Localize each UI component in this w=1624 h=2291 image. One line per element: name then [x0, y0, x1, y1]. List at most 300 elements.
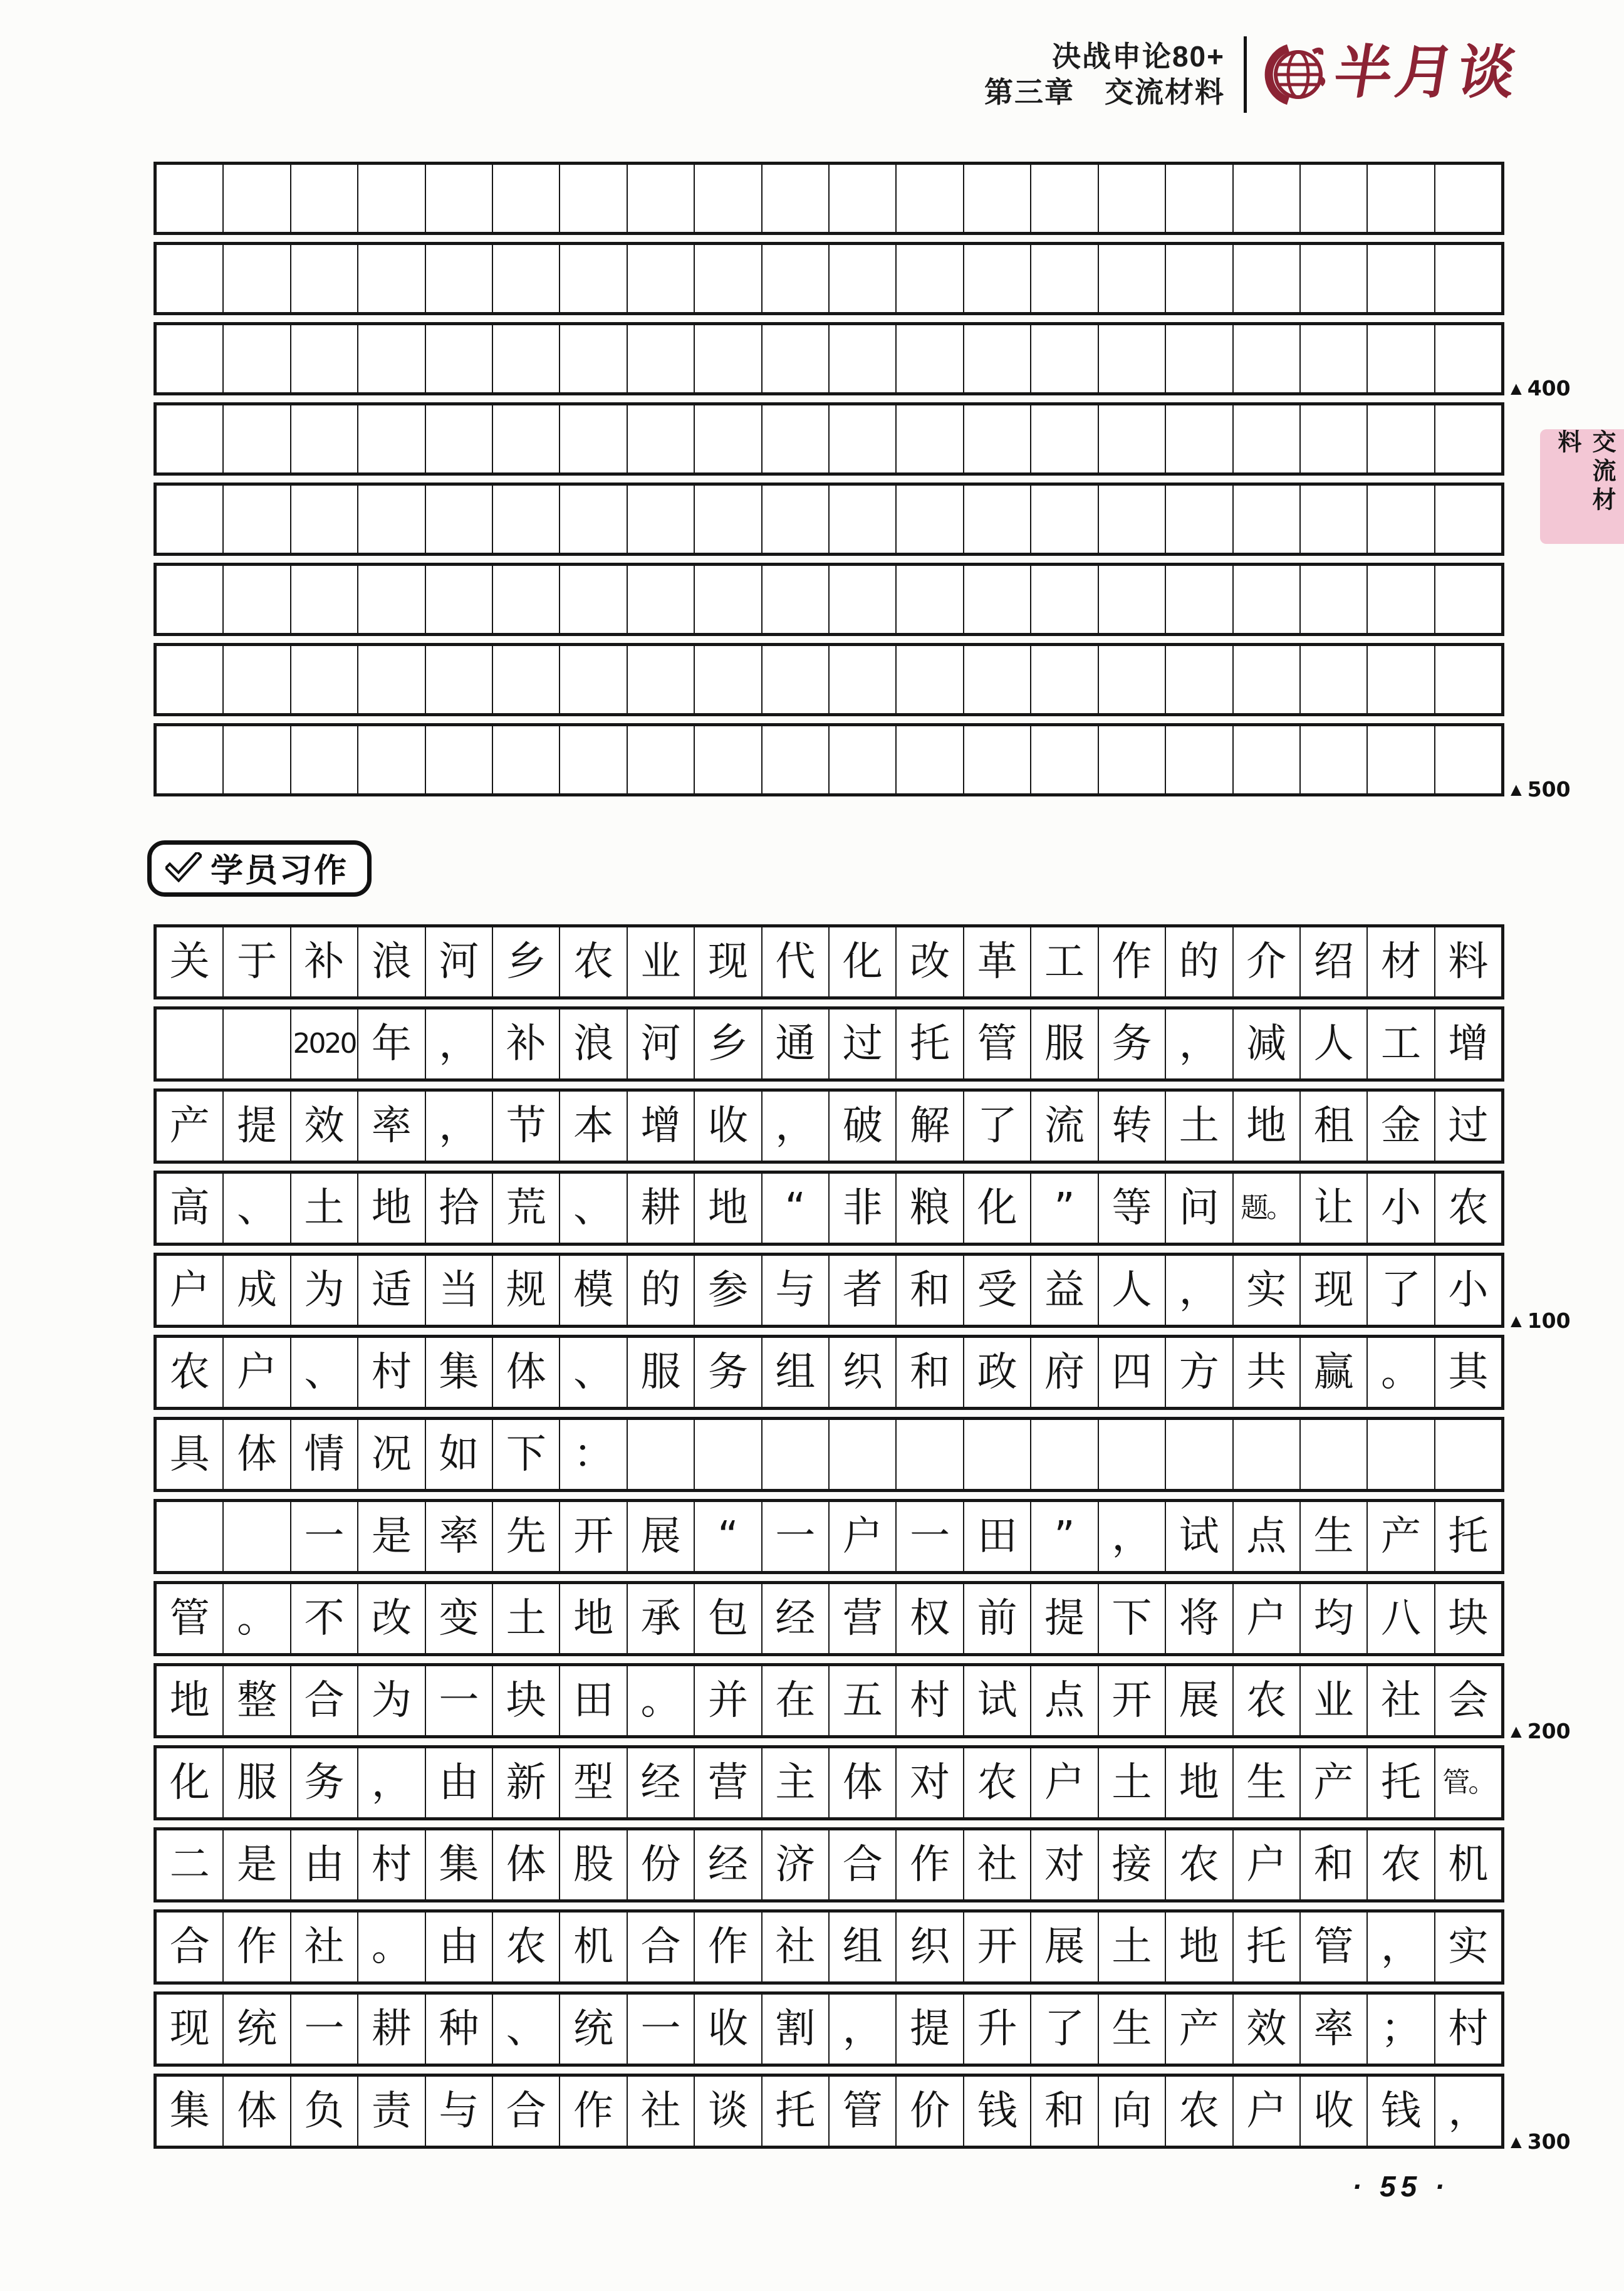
essay-cell: 过 [1448, 1103, 1489, 1149]
essay-cell: 农 [157, 1338, 224, 1407]
empty-grid-cell [1234, 245, 1301, 312]
empty-grid-cell [426, 325, 493, 392]
empty-grid-cell [1166, 486, 1233, 553]
empty-grid-cell [628, 486, 695, 553]
essay-cell: 集 [426, 1338, 493, 1407]
empty-grid-cell [358, 646, 425, 713]
brand-name: 半月谈 [1330, 41, 1524, 105]
grid-row [154, 1991, 1504, 2067]
essay-cell: 率 [426, 1502, 493, 1571]
essay-cell: 现 [157, 1995, 224, 2064]
empty-grid-cell [1301, 165, 1368, 232]
empty-grid-cell [1234, 646, 1301, 713]
essay-cell: 开 [964, 1913, 1031, 1981]
essay-cell: 转 [1099, 1092, 1166, 1161]
essay-cell: 如 [426, 1420, 493, 1489]
essay-cell: 补 [291, 927, 358, 996]
essay-cell: 租 [1301, 1092, 1368, 1161]
essay-cell: 管。 [1442, 1767, 1494, 1798]
essay-cell: 土 [1099, 1913, 1166, 1981]
globe-icon [1264, 43, 1327, 106]
empty-grid-cell [1368, 245, 1435, 312]
essay-cell: 新 [493, 1748, 560, 1817]
essay-cell: 生 [1234, 1748, 1301, 1817]
triangle-up-icon: ▲ [1507, 1721, 1526, 1742]
essay-cell: 体 [224, 1420, 291, 1489]
essay-cell: 经 [628, 1748, 695, 1817]
grid-row [154, 1006, 1504, 1082]
essay-cell: 农 [560, 927, 627, 996]
empty-grid-cell [1435, 405, 1501, 472]
essay-cell: 务 [695, 1338, 762, 1407]
empty-grid-cell [426, 486, 493, 553]
grid-row [154, 1253, 1504, 1328]
essay-cell: 织 [830, 1338, 897, 1407]
side-tab-label: 交流材料 [1554, 429, 1615, 516]
essay-cell: 政 [964, 1338, 1031, 1407]
essay-cell: 向 [1099, 2077, 1166, 2146]
empty-grid-cell [224, 646, 291, 713]
empty-grid-cell [358, 165, 425, 232]
essay-cell: 合 [628, 1913, 695, 1981]
word-count-marker-200 [1507, 1721, 1571, 1741]
essay-cell: 农 [493, 1913, 560, 1981]
essay-cell: 共 [1234, 1338, 1301, 1407]
essay-cell: 增 [628, 1092, 695, 1161]
essay-cell: 产 [1368, 1502, 1435, 1571]
empty-grid-cell [560, 646, 627, 713]
empty-grid-cell [426, 646, 493, 713]
essay-cell: ， [426, 1010, 493, 1078]
empty-grid-cell [830, 245, 897, 312]
essay-cell: 托 [1448, 1513, 1489, 1560]
essay-cell: 产 [1301, 1748, 1368, 1817]
essay-cell: 集 [157, 2077, 224, 2146]
empty-grid-cell [1301, 566, 1368, 633]
essay-cell: 务 [1099, 1010, 1166, 1078]
essay-cell: 减 [1234, 1010, 1301, 1078]
essay-cell: 村 [358, 1338, 425, 1407]
empty-grid-cell [493, 405, 560, 472]
essay-cell: 是 [358, 1502, 425, 1571]
essay-cell: 。 [628, 1666, 695, 1735]
essay-cell: 一 [897, 1502, 964, 1571]
essay-cell: 会 [1448, 1678, 1489, 1724]
essay-cell: “ [763, 1174, 830, 1243]
essay-cell: 和 [1031, 2077, 1098, 2146]
grid-row [154, 643, 1504, 716]
essay-cell: 解 [897, 1092, 964, 1161]
empty-grid-cell [224, 566, 291, 633]
empty-grid-cell [224, 325, 291, 392]
essay-cell: ， [1448, 2088, 1489, 2134]
essay-cell: 了 [964, 1092, 1031, 1161]
essay-cell: 其 [1448, 1349, 1489, 1396]
essay-cell: 由 [426, 1748, 493, 1817]
essay-cell: 对 [897, 1748, 964, 1817]
empty-grid-cell [1099, 405, 1166, 472]
empty-grid-cell [1234, 566, 1301, 633]
empty-grid-cell [358, 245, 425, 312]
word-count-marker-400 [1507, 378, 1571, 399]
grid-row [154, 242, 1504, 315]
empty-grid-cell [493, 245, 560, 312]
essay-cell: 补 [493, 1010, 560, 1078]
empty-grid-cell [358, 325, 425, 392]
essay-cell [1031, 1420, 1098, 1489]
essay-cell: 负 [291, 2077, 358, 2146]
essay-cell: 等 [1099, 1174, 1166, 1243]
empty-grid-cell [695, 325, 762, 392]
empty-grid-cell [1031, 486, 1098, 553]
empty-grid-cell [628, 325, 695, 392]
essay-cell: 耕 [358, 1995, 425, 2064]
empty-grid-cell [560, 566, 627, 633]
empty-grid-cell [1031, 165, 1098, 232]
essay-cell: 况 [358, 1420, 425, 1489]
empty-grid-cell [964, 646, 1031, 713]
empty-grid-cell [358, 726, 425, 793]
essay-cell: 小 [1368, 1174, 1435, 1243]
essay-cell: 均 [1301, 1584, 1368, 1653]
grid-row [154, 1909, 1504, 1985]
empty-grid-cell [358, 566, 425, 633]
essay-cell: 份 [628, 1830, 695, 1899]
essay-cell: 农 [1448, 1185, 1489, 1231]
empty-grid-cell [1166, 245, 1233, 312]
essay-cell: ” [1031, 1502, 1098, 1571]
essay-cell: 并 [695, 1666, 762, 1735]
essay-cell: 农 [1166, 2077, 1233, 2146]
essay-cell: 产 [157, 1092, 224, 1161]
essay-cell: 率 [1301, 1995, 1368, 2064]
essay-cell: 赢 [1301, 1338, 1368, 1407]
essay-cell: 人 [1301, 1010, 1368, 1078]
essay-cell: 体 [493, 1830, 560, 1899]
essay-cell: 地 [560, 1584, 627, 1653]
essay-cell: 绍 [1301, 927, 1368, 996]
word-count-marker-100 [1507, 1310, 1571, 1331]
essay-cell: 府 [1031, 1338, 1098, 1407]
essay-cell: 济 [763, 1830, 830, 1899]
essay-cell: 与 [763, 1256, 830, 1325]
empty-grid-cell [1301, 726, 1368, 793]
empty-grid-cell [1166, 566, 1233, 633]
essay-cell: 种 [426, 1995, 493, 2064]
essay-cell: 提 [897, 1995, 964, 2064]
empty-grid-cell [1301, 325, 1368, 392]
empty-grid-cell [1368, 566, 1435, 633]
empty-grid-cell [1435, 245, 1501, 312]
essay-cell: 割 [763, 1995, 830, 2064]
essay-cell: ， [1099, 1502, 1166, 1571]
empty-grid-cell [1166, 325, 1233, 392]
essay-cell: 浪 [560, 1010, 627, 1078]
essay-cell: 化 [157, 1748, 224, 1817]
essay-cell: 适 [358, 1256, 425, 1325]
essay-cell: 现 [695, 927, 762, 996]
empty-grid-cell [1166, 405, 1233, 472]
essay-cell: 、 [560, 1174, 627, 1243]
essay-cell: 粮 [897, 1174, 964, 1243]
essay-cell: 实 [1234, 1256, 1301, 1325]
empty-grid-cell [1234, 486, 1301, 553]
essay-cell: 土 [1099, 1748, 1166, 1817]
essay-cell [964, 1420, 1031, 1489]
grid-row [154, 1827, 1504, 1902]
grid-row [154, 1171, 1504, 1246]
essay-cell: 者 [830, 1256, 897, 1325]
essay-cell: 前 [964, 1584, 1031, 1653]
empty-grid-cell [628, 245, 695, 312]
empty-grid-cell [291, 726, 358, 793]
essay-cell: 现 [1301, 1256, 1368, 1325]
triangle-up-icon: ▲ [1507, 780, 1526, 800]
empty-grid-cell [830, 405, 897, 472]
grid-row [154, 402, 1504, 476]
empty-grid-cell [1031, 726, 1098, 793]
essay-cell: 块 [1448, 1595, 1489, 1642]
essay-cell: 、 [291, 1338, 358, 1407]
grid-row [154, 723, 1504, 796]
essay-cell: 托 [897, 1010, 964, 1078]
essay-cell: 承 [628, 1584, 695, 1653]
essay-cell: 收 [695, 1092, 762, 1161]
empty-grid-cell [426, 726, 493, 793]
essay-cell: 块 [493, 1666, 560, 1735]
essay-cell: 材 [1368, 927, 1435, 996]
essay-cell: 让 [1301, 1174, 1368, 1243]
essay-cell: 户 [1234, 1584, 1301, 1653]
empty-grid-cell [1099, 726, 1166, 793]
empty-grid-cell [830, 165, 897, 232]
empty-grid-cell [897, 245, 964, 312]
grid-row [154, 1417, 1504, 1492]
header-divider [1244, 36, 1247, 113]
empty-grid-cell [1234, 726, 1301, 793]
empty-grid-cell [1301, 646, 1368, 713]
essay-cell: 户 [1031, 1748, 1098, 1817]
essay-cell: 作 [224, 1913, 291, 1981]
essay-cell: 户 [830, 1502, 897, 1571]
empty-grid-cell [964, 405, 1031, 472]
empty-grid-cell [897, 325, 964, 392]
empty-grid-cell [426, 245, 493, 312]
essay-cell: 改 [358, 1584, 425, 1653]
essay-cell [1301, 1420, 1368, 1489]
essay-cell: 率 [358, 1092, 425, 1161]
empty-grid-cell [964, 165, 1031, 232]
essay-cell: 、 [560, 1338, 627, 1407]
essay-cell: 组 [763, 1338, 830, 1407]
essay-cell [224, 1502, 291, 1571]
empty-grid-cell [1031, 566, 1098, 633]
essay-cell: 拾 [426, 1174, 493, 1243]
empty-grid-cell [358, 405, 425, 472]
essay-cell: 关 [157, 927, 224, 996]
essay-cell: 河 [426, 927, 493, 996]
essay-cell: ， [763, 1092, 830, 1161]
essay-cell: 。 [224, 1584, 291, 1653]
essay-cell: 八 [1368, 1584, 1435, 1653]
essay-cell [897, 1420, 964, 1489]
empty-grid-cell [1368, 486, 1435, 553]
essay-cell: 当 [426, 1256, 493, 1325]
essay-cell: 本 [560, 1092, 627, 1161]
empty-grid-cell [763, 486, 830, 553]
essay-cell: 组 [830, 1913, 897, 1981]
empty-grid-cell [1166, 646, 1233, 713]
empty-grid-cell [830, 325, 897, 392]
empty-grid-cell [157, 566, 224, 633]
essay-cell: 改 [897, 927, 964, 996]
essay-cell: 工 [1368, 1010, 1435, 1078]
essay-cell: 破 [830, 1092, 897, 1161]
empty-grid-cell [1099, 566, 1166, 633]
empty-grid-cell [628, 566, 695, 633]
essay-cell: 地 [1166, 1913, 1233, 1981]
essay-cell: 权 [897, 1584, 964, 1653]
empty-grid-cell [1435, 165, 1501, 232]
essay-cell: ， [830, 1995, 897, 2064]
empty-grid-cell [964, 566, 1031, 633]
empty-grid-cell [964, 325, 1031, 392]
essay-cell: 地 [358, 1174, 425, 1243]
essay-cell: 四 [1099, 1338, 1166, 1407]
essay-cell: 户 [224, 1338, 291, 1407]
essay-cell: 谈 [695, 2077, 762, 2146]
empty-grid-cell [1099, 245, 1166, 312]
essay-cell: 统 [560, 1995, 627, 2064]
grid-row [154, 1581, 1504, 1656]
essay-cell [628, 1420, 695, 1489]
empty-grid-cell [1435, 726, 1501, 793]
essay-cell: 化 [964, 1174, 1031, 1243]
empty-grid-cell [695, 486, 762, 553]
empty-grid-cell [763, 325, 830, 392]
essay-cell: 益 [1031, 1256, 1098, 1325]
essay-cell: 户 [1234, 1830, 1301, 1899]
essay-cell: 参 [695, 1256, 762, 1325]
essay-cell: 方 [1166, 1338, 1233, 1407]
essay-cell [1368, 1420, 1435, 1489]
grid-row [154, 483, 1504, 556]
empty-grid-cell [1166, 165, 1233, 232]
empty-grid-cell [897, 646, 964, 713]
empty-grid-cell [1368, 405, 1435, 472]
empty-grid-cell [560, 325, 627, 392]
essay-cell: 钱 [1368, 2077, 1435, 2146]
essay-cell: 乡 [493, 927, 560, 996]
empty-grid-cell [560, 165, 627, 232]
essay-cell: 、 [493, 1995, 560, 2064]
empty-grid-cell [157, 726, 224, 793]
empty-grid-cell [1234, 165, 1301, 232]
essay-cell: 工 [1031, 927, 1098, 996]
grid-row [154, 322, 1504, 395]
essay-cell: 经 [763, 1584, 830, 1653]
essay-cell: 与 [426, 2077, 493, 2146]
essay-cell: 一 [628, 1995, 695, 2064]
essay-cell: 通 [763, 1010, 830, 1078]
essay-cell: 下 [493, 1420, 560, 1489]
empty-grid-cell [560, 245, 627, 312]
empty-grid-cell [493, 486, 560, 553]
essay-cell: 效 [291, 1092, 358, 1161]
essay-cell: 高 [157, 1174, 224, 1243]
essay-cell: 一 [763, 1502, 830, 1571]
essay-cell: 增 [1448, 1021, 1489, 1067]
empty-grid-cell [224, 405, 291, 472]
empty-grid-cell [695, 646, 762, 713]
grid-row [154, 924, 1504, 999]
empty-grid-cell [157, 486, 224, 553]
essay-cell: 节 [493, 1092, 560, 1161]
essay-cell: 为 [358, 1666, 425, 1735]
essay-cell: 规 [493, 1256, 560, 1325]
empty-grid-cell [224, 726, 291, 793]
essay-cell: 服 [628, 1338, 695, 1407]
essay-cell [1166, 1420, 1233, 1489]
grid-row [154, 2074, 1504, 2149]
essay-cell: 、 [224, 1174, 291, 1243]
empty-grid-cell [628, 165, 695, 232]
essay-cell: 合 [291, 1666, 358, 1735]
essay-cell: 地 [1234, 1092, 1301, 1161]
empty-grid-cell [157, 245, 224, 312]
essay-cell: 点 [1031, 1666, 1098, 1735]
essay-cell: 务 [291, 1748, 358, 1817]
essay-cell: 年 [358, 1010, 425, 1078]
essay-cell: 点 [1234, 1502, 1301, 1571]
empty-grid-cell [628, 405, 695, 472]
grid-row [154, 1745, 1504, 1820]
empty-grid-cell [1234, 325, 1301, 392]
essay-cell: 体 [224, 2077, 291, 2146]
empty-grid-cell [426, 165, 493, 232]
essay-cell: 试 [1166, 1502, 1233, 1571]
student-work-badge [147, 840, 372, 897]
empty-grid-cell [291, 566, 358, 633]
essay-cell: 五 [830, 1666, 897, 1735]
empty-grid-cell [493, 325, 560, 392]
essay-cell: 合 [157, 1913, 224, 1981]
empty-grid-cell [426, 566, 493, 633]
essay-cell: 农 [1166, 1830, 1233, 1899]
essay-cell: 一 [291, 1995, 358, 2064]
essay-cell: 情 [291, 1420, 358, 1489]
essay-cell: 管 [964, 1010, 1031, 1078]
essay-cell: 管 [157, 1584, 224, 1653]
essay-cell: 由 [291, 1830, 358, 1899]
essay-cell: 荒 [493, 1174, 560, 1243]
essay-cell: 金 [1368, 1092, 1435, 1161]
essay-cell: 收 [1301, 2077, 1368, 2146]
empty-grid-cell [628, 726, 695, 793]
empty-grid-cell [224, 245, 291, 312]
essay-cell: 和 [1301, 1830, 1368, 1899]
essay-cell: ： [560, 1420, 627, 1489]
essay-cell: 在 [763, 1666, 830, 1735]
empty-grid-cell [964, 726, 1031, 793]
essay-cell: 业 [628, 927, 695, 996]
word-count-value: 300 [1527, 2129, 1571, 2154]
essay-cell: 对 [1031, 1830, 1098, 1899]
grid-row [154, 1088, 1504, 1164]
page-header [984, 36, 1524, 113]
essay-cell: 实 [1448, 1924, 1489, 1970]
word-count-value: 200 [1527, 1719, 1571, 1743]
